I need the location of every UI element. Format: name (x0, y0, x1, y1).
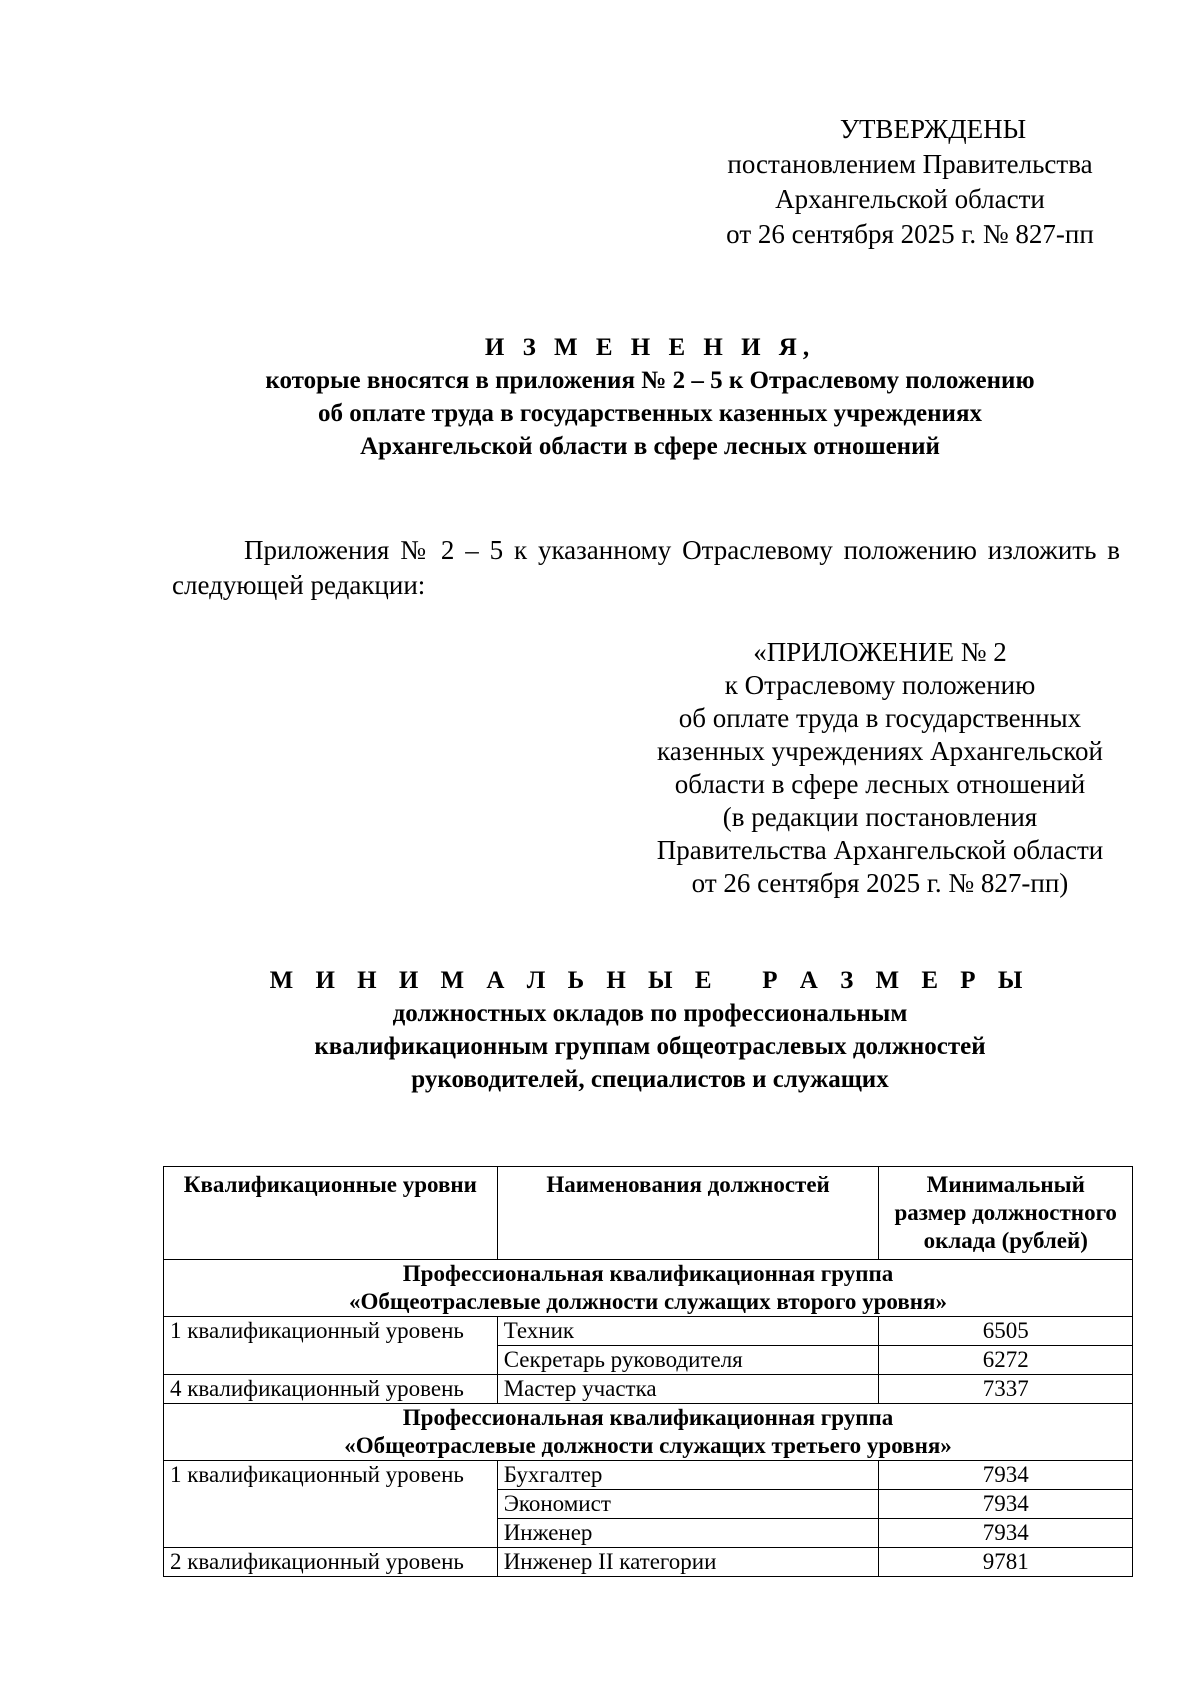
header-min-salary-line-3: оклада (рублей) (923, 1228, 1088, 1253)
group-row (164, 1404, 1133, 1461)
group-title-second-level (164, 1260, 1133, 1317)
group-title-line-2: «Общеотраслевые должности служащих второго уровня» (349, 1289, 947, 1314)
qualification-level-cell: 1 квалификационный уровень (164, 1461, 498, 1548)
salary-cell: 7934 (879, 1461, 1133, 1490)
table-row (164, 1375, 1133, 1404)
qualification-level-cell: 2 квалификационный уровень (164, 1548, 498, 1577)
qualification-level-cell: 1 квалификационный уровень (164, 1317, 498, 1375)
appendix-line-2: к Отраслевому положению (724, 670, 1036, 700)
section-heading-line-3: руководителей, специалистов и служащих (411, 1066, 889, 1093)
header-min-salary-line-2: размер должностного (894, 1200, 1117, 1225)
position-cell: Техник (497, 1317, 879, 1346)
intro-paragraph: Приложения № 2 – 5 к указанному Отраслевому положению изложить в следующей редакции: (172, 535, 1120, 600)
group-title-third-level (164, 1404, 1133, 1461)
position-cell: Секретарь руководителя (497, 1346, 879, 1375)
approved-line-3: Архангельской области (775, 184, 1045, 214)
header-min-salary-line-1: Минимальный (926, 1172, 1085, 1197)
appendix-line-6: (в редакции постановления (722, 802, 1038, 832)
salary-cell: 6272 (879, 1346, 1133, 1375)
table-row (164, 1461, 1133, 1490)
appendix-line-1: «ПРИЛОЖЕНИЕ № 2 (753, 637, 1007, 667)
position-cell: Инженер II категории (497, 1548, 879, 1577)
table-row (164, 1548, 1133, 1577)
appendix-header (640, 636, 1120, 900)
salary-cell: 7337 (879, 1375, 1133, 1404)
position-cell: Бухгалтер (497, 1461, 879, 1490)
table-header-row (164, 1167, 1133, 1260)
group-title-line-1: Профессиональная квалификационная группа (402, 1405, 894, 1430)
table-row (164, 1317, 1133, 1346)
title-heading: И З М Е Н Е Н И Я, (484, 334, 816, 361)
appendix-line-3: об оплате труда в государственных (678, 703, 1082, 733)
appendix-line-4: казенных учреждениях Архангельской (657, 736, 1103, 766)
position-cell: Экономист (497, 1490, 879, 1519)
position-cell: Инженер (497, 1519, 879, 1548)
title-line-1: которые вносятся в приложения № 2 – 5 к Отраслевому положению (265, 367, 1035, 394)
header-position-names: Наименования должностей (497, 1167, 879, 1260)
appendix-line-7: Правительства Архангельской области (656, 835, 1104, 865)
header-min-salary (879, 1167, 1133, 1260)
document-title (120, 331, 1180, 463)
appendix-line-5: области в сфере лесных отношений (674, 769, 1086, 799)
section-heading-spaced: М И Н И М А Л Ь Н Ы Е Р А З М Е Р Ы (269, 967, 1031, 994)
appendix-line-8: от 26 сентября 2025 г. № 827-пп) (691, 868, 1069, 898)
approval-stamp (690, 112, 1130, 252)
section-heading (120, 964, 1180, 1096)
position-cell: Мастер участка (497, 1375, 879, 1404)
salary-cell: 9781 (879, 1548, 1133, 1577)
salary-cell: 7934 (879, 1490, 1133, 1519)
section-heading-line-1: должностных окладов по профессиональным (392, 1000, 908, 1027)
approved-line-2: постановлением Правительства (727, 149, 1093, 179)
qualification-level-cell: 4 квалификационный уровень (164, 1375, 498, 1404)
salary-cell: 6505 (879, 1317, 1133, 1346)
title-line-2: об оплате труда в государственных казенных учреждениях (318, 400, 982, 427)
approved-line-1: УТВЕРЖДЕНЫ (839, 114, 1027, 144)
header-qualification-levels: Квалификационные уровни (164, 1167, 498, 1260)
approved-line-4: от 26 сентября 2025 г. № 827-пп (726, 219, 1094, 249)
group-row (164, 1260, 1133, 1317)
salary-table (163, 1166, 1133, 1577)
group-title-line-1: Профессиональная квалификационная группа (402, 1261, 894, 1286)
salary-cell: 7934 (879, 1519, 1133, 1548)
group-title-line-2: «Общеотраслевые должности служащих третьего уровня» (344, 1433, 952, 1458)
title-line-3: Архангельской области в сфере лесных отношений (360, 433, 940, 460)
section-heading-line-2: квалификационным группам общеотраслевых должностей (314, 1033, 986, 1060)
